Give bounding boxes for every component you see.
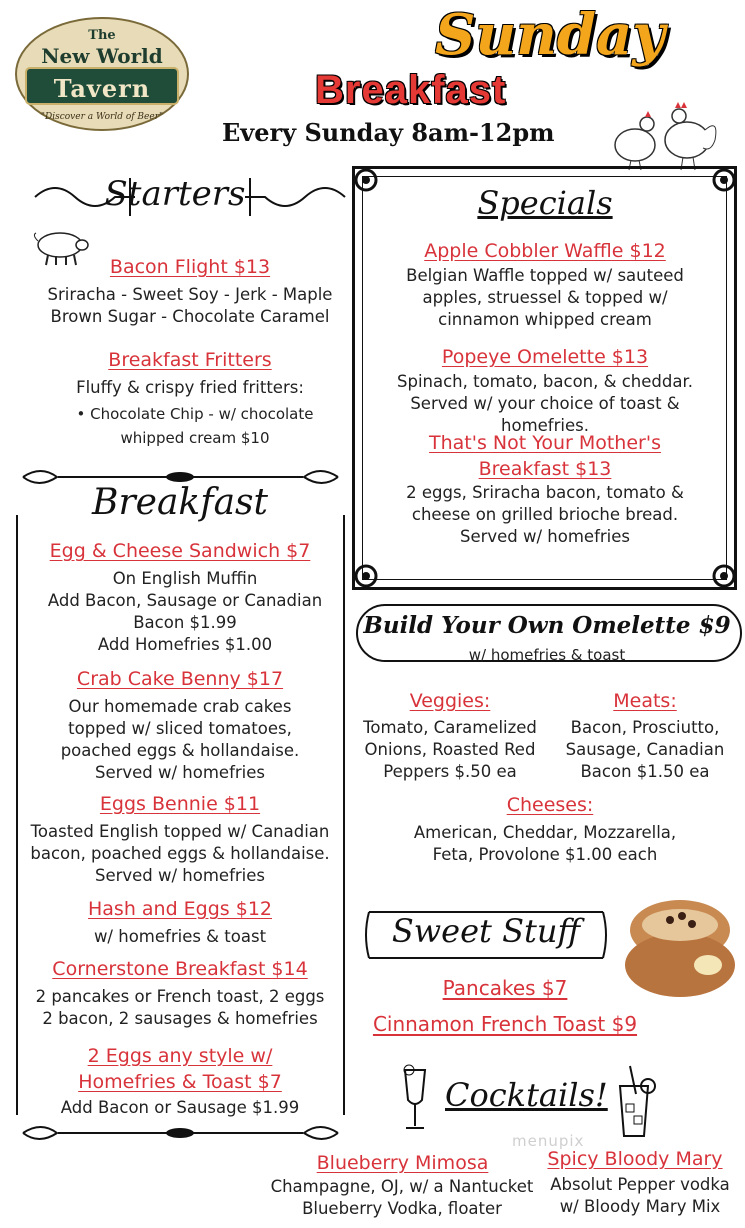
champagne-glass-icon	[398, 1064, 432, 1134]
meats-title: Meats:	[613, 690, 677, 712]
breakfast-desc: On English Muffin Add Bacon, Sausage or Canadian Bacon $1.99 Add Homefries $1.00	[47, 569, 323, 654]
breakfast-right-rule	[343, 515, 345, 1115]
cocktail-desc: Absolut Pepper vodka w/ Bloody Mary Mix	[550, 1175, 730, 1216]
special-title: Apple Cobbler Waffle $12	[424, 240, 666, 262]
logo-line2: New World	[41, 44, 163, 68]
special-desc: Spinach, tomato, bacon, & cheddar. Served w/ your choice of toast & homefries.	[397, 372, 693, 435]
starter-bullet	[60, 402, 330, 450]
corner-flourish-bl	[350, 542, 400, 592]
corner-flourish-br	[690, 542, 740, 592]
bloody-mary-glass-icon	[612, 1064, 660, 1140]
corner-flourish-tl	[350, 164, 400, 214]
logo-line3: Tavern	[53, 74, 151, 103]
breakfast-left-rule	[16, 515, 18, 1115]
breakfast-title: Egg & Cheese Sandwich $7	[49, 540, 311, 562]
logo-line1: The	[88, 28, 116, 43]
cheeses-desc: American, Cheddar, Mozzarella, Feta, Provolone $1.00 each	[413, 823, 677, 864]
hours: Every Sunday 8am-12pm	[222, 118, 555, 147]
title-breakfast: Breakfast	[315, 68, 507, 112]
bullet-text: Chocolate Chip - w/ chocolate whipped cream $10	[90, 405, 314, 447]
cocktail-desc: Champagne, OJ, w/ a Nantucket Blueberry Vodka, floater	[270, 1177, 534, 1218]
cocktails-heading: Cocktails!	[445, 1076, 608, 1114]
breakfast-desc: Toasted English topped w/ Canadian bacon, poached eggs & hollandaise. Served w/ homefries	[30, 822, 330, 885]
sweet-item: Pancakes $7	[442, 976, 568, 1000]
starter-title: Bacon Flight $13	[109, 256, 271, 278]
breakfast-title: 2 Eggs any style w/ Homefries & Toast $7	[78, 1045, 282, 1093]
special-desc: 2 eggs, Sriracha bacon, tomato & cheese on grilled brioche bread. Served w/ homefries	[406, 483, 684, 546]
cheeses-title: Cheeses:	[506, 794, 594, 816]
roosters-illustration	[605, 100, 720, 172]
bottom-divider-ornament	[18, 1118, 343, 1148]
sweet-item: Cinnamon French Toast $9	[372, 1012, 638, 1036]
starter-desc: Sriracha - Sweet Soy - Jerk - Maple Brown Sugar - Chocolate Caramel	[47, 285, 333, 326]
breakfast-heading: Breakfast	[92, 482, 268, 523]
title-sunday: Sunday	[435, 2, 665, 68]
special-desc: Belgian Waffle topped w/ sauteed apples, struessel & topped w/ cinnamon whipped cream	[406, 266, 684, 329]
special-title: That's Not Your Mother's Breakfast $13	[429, 432, 661, 480]
breakfast-title: Eggs Bennie $11	[99, 793, 261, 815]
breakfast-title: Cornerstone Breakfast $14	[52, 958, 308, 980]
meats-desc: Bacon, Prosciutto, Sausage, Canadian Bacon $1.50 ea	[565, 718, 725, 781]
cocktail-title: Blueberry Mimosa	[316, 1152, 489, 1174]
veggies-desc: Tomato, Caramelized Onions, Roasted Red Peppers $.50 ea	[363, 718, 537, 781]
watermark: menupix	[512, 1132, 585, 1150]
bullet-dot: •	[76, 405, 91, 423]
starter-title: Breakfast Fritters	[108, 349, 272, 371]
corner-flourish-tr	[690, 164, 740, 214]
breakfast-title: Hash and Eggs $12	[87, 898, 273, 920]
logo	[12, 12, 192, 132]
specials-heading: Specials	[477, 184, 613, 222]
breakfast-desc: Our homemade crab cakes topped w/ sliced tomatoes, poached eggs & hollandaise. Served w/ homefries	[60, 697, 300, 782]
omelette-sub: w/ homefries & toast	[468, 646, 626, 664]
breakfast-desc: 2 pancakes or French toast, 2 eggs 2 bacon, 2 sausages & homefries	[35, 987, 325, 1028]
breakfast-desc: Add Bacon or Sausage $1.99	[60, 1098, 300, 1117]
logo-tagline: "Discover a World of Beer"	[40, 112, 164, 122]
sweet-heading: Sweet Stuff	[391, 912, 581, 950]
veggies-title: Veggies:	[409, 690, 491, 712]
starter-desc: Fluffy & crispy fried fritters:	[76, 378, 304, 397]
omelette-heading: Build Your Own Omelette $9	[363, 612, 731, 639]
breakfast-desc: w/ homefries & toast	[93, 927, 267, 946]
cocktail-title: Spicy Bloody Mary	[547, 1148, 723, 1170]
starters-heading: Starters	[104, 174, 246, 214]
breakfast-title: Crab Cake Benny $17	[76, 668, 284, 690]
special-title: Popeye Omelette $13	[441, 346, 649, 368]
pancakes-photo	[620, 890, 738, 1006]
